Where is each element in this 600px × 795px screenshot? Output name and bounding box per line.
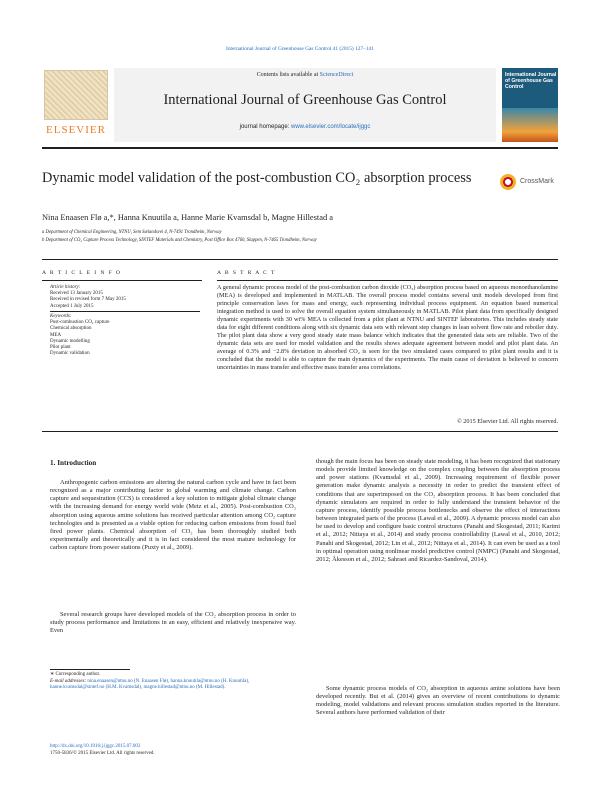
abstract-copyright: © 2015 Elsevier Ltd. All rights reserved. (457, 418, 558, 425)
homepage-label: journal homepage: (239, 124, 291, 130)
publisher-logo-text: ELSEVIER (46, 124, 106, 136)
issn-line: 1750-5836/© 2015 Elsevier Ltd. All rights reserved. (50, 750, 155, 756)
keywords (50, 314, 200, 357)
affiliation-a: a Department of Chemical Engineering, NTNU, Sem Sælandsvei 4, N-7491 Trondheim, Norway (42, 230, 222, 235)
keyword-item: MEA (50, 332, 62, 338)
homepage-link[interactable]: www.elsevier.com/locate/ijggc (291, 124, 371, 130)
journal-masthead (42, 68, 558, 142)
history-label: Article history: (50, 285, 81, 290)
intro-paragraph-3: though the main focus has been on steady state modeling, it has been recognized that stationary models provide limited knowledge on the complex coupling between the absorption process and power stations (Kvamsdal et al., 2009). Increasing requirement of flexible power generation make dynamic analysis a necessity in order to predict the transient effect of conditions that are superimposed on the CO₂ absorption process. It has been concluded that dynamic simulators are required in order to fully understand the transient behavior of the capture process, identify possible process bottlenecks and observe the effect of interactions between integrated parts of the process (Lawal et al., 2009). A dynamic process model can also be used to develop and configure basic control structures (Panahi and Skogestad, 2011; Karimi et al., 2012; Nittaya et al., 2014) and study process controllability (Lawal et al., 2010, 2012; Panahi and Skogestad, 2012; Lin et al., 2012; Nittaya et al., 2014). It can even be used as a tool in optimal operation using nonlinear model predictive control (NMPC) (Panahi and Skogestad, 2012; Åkesson et al., 2012; Sahraei and Ricardez-Sandoval, 2014). (316, 458, 560, 563)
abstract-rule (217, 280, 558, 281)
doi-link[interactable]: http://dx.doi.org/10.1016/j.ijggc.2015.07.003 (50, 744, 141, 749)
crossmark-label: CrossMark (520, 178, 554, 185)
keywords-label: Keywords: (50, 314, 72, 319)
history-revised: Received in revised form 7 May 2015 (50, 297, 126, 303)
article-info-rule (42, 280, 202, 281)
abstract-text: A general dynamic process model of the post-combustion carbon dioxide (CO₂) absorption process based on aqueous monoethanolamine (MEA) is developed and implemented in MATLAB. The overall process model contains several unit models developed from first principle conservation laws for mass and energy, each representing individual process equipment. An equation based numerical integration method is used to solve the overall equation system simultaneously in MATLAB. Pilot plant data from specifically designed dynamic experiments with 30 wt% MEA is collected from a pilot plant at NTNU and SINTEF laboratories. This includes steady state data for eight different conditions along with six dynamic data sets with relevant step changes in lean solvent flow rate and reboiler duty. The pilot plant data show a very good steady state mass balance which indicates that the generated data sets are reliable. Two of the dynamic data sets are used for model validation and the results shows adequate agreement between model and pilot plant data. An average of 0.3% and −2.8% deviation in absorbed CO₂ is seen for the two simulated cases compared to pilot plant results and it is concluded that the model is able to capture the main dynamics of the experiments. The main cause of deviation is believed to concern uncertainties in mass transfer and effective mass transfer area correlations. (217, 284, 558, 371)
abstract-heading: A B S T R A C T (217, 270, 276, 276)
email-label: E-mail addresses: (50, 678, 88, 684)
author-list: Nina Enaasen Flø a,*, Hanna Knuutila a, Hanne Marie Kvamsdal b, Magne Hillestad a (42, 213, 333, 222)
keyword-item: Chemical absorption (50, 326, 92, 332)
tree-logo-icon (44, 70, 108, 120)
intro-paragraph-2: Several research groups have developed models of the CO₂ absorption process in order to study process performance and limitations in an easy, efficient and relatively inexpensive way. Even (50, 611, 296, 635)
keyword-item: Dynamic validation (50, 351, 90, 357)
crossmark-icon (500, 174, 516, 190)
affiliation-b: b Department of CO₂ Capture Process Technology, SINTEF Materials and Chemistry, Post Office Box 4760, Sluppen, N-7465 Trondheim, Norway (42, 238, 317, 243)
keyword-item: Pilot plant (50, 345, 71, 351)
affiliation-rule (42, 259, 558, 260)
article-info-heading: A R T I C L E I N F O (42, 270, 122, 276)
intro-paragraph-4: Some dynamic process models of CO₂ absorption in aqueous amine solutions have been developed recently. Bui et al. (2014) gives an overview of recent contributions to dynamic modeling, model validations and relevant process simulation studies reported in the literature. Several authors have performed validation of their (316, 685, 560, 717)
article-history (50, 285, 200, 310)
elsevier-logo (42, 70, 110, 138)
footer (50, 744, 296, 757)
keyword-item: Post-combustion CO₂ capture (50, 320, 110, 326)
corresponding-author-note: ∗ Corresponding author. (50, 672, 101, 677)
abstract-bottom-rule (42, 431, 558, 432)
journal-name: International Journal of Greenhouse Gas Control (163, 92, 447, 108)
journal-cover-thumbnail (502, 68, 558, 142)
history-accepted: Accepted 1 July 2015 (50, 303, 94, 309)
contents-line (114, 72, 496, 78)
cover-title: International Journal of Greenhouse Gas Control (505, 72, 557, 90)
introduction-heading: 1. Introduction (50, 459, 97, 467)
crossmark-badge[interactable] (500, 172, 558, 194)
footnote-rule (50, 669, 130, 670)
history-received: Received 13 January 2015 (50, 291, 103, 297)
keyword-item: Dynamic modelling (50, 338, 90, 344)
email-addresses (50, 679, 296, 692)
homepage-line (114, 124, 496, 130)
footnotes (50, 672, 296, 692)
masthead-center (114, 68, 496, 142)
header-rule (42, 147, 558, 149)
running-head: International Journal of Greenhouse Gas Control 41 (2015) 127–141 (226, 46, 374, 52)
email-links[interactable]: nina.enaasen@ntnu.no (N. Enaasen Flø), hanna.knuutila@ntnu.no (H. Knuutila), hanne.kvamsdal@sintef.no (H.M. Kvamsdal), magne.hillestad@ntnu.no (M. Hillestad). (50, 678, 250, 690)
cover-image (502, 108, 558, 142)
contents-prefix: Contents lists available at (256, 72, 320, 78)
sciencedirect-link[interactable]: ScienceDirect (319, 72, 354, 78)
keywords-rule (50, 311, 200, 312)
intro-paragraph-1: Anthropogenic carbon emissions are altering the natural carbon cycle and have in fact been recognized as a major contributing factor to global warming and climate change. Carbon capture and sequestration (CCS) is considered a key solution to mitigate global climate change with the increasing demand for energy world wide (Metz et al., 2005). Post-combustion CO₂ absorption using aqueous amine solutions has received particular attention among CO₂ capture technologies and is presented as a viable option for reducing carbon emissions from fossil fuel fired power plants. Chemical absorption of CO₂ has been thoroughly studied both experimentally and theoretically and it is in fact considered the most mature technology for carbon capture from power stations (Puxty et al., 2009). (50, 479, 296, 552)
article-title: Dynamic model validation of the post-combustion CO₂ absorption process (42, 170, 472, 186)
